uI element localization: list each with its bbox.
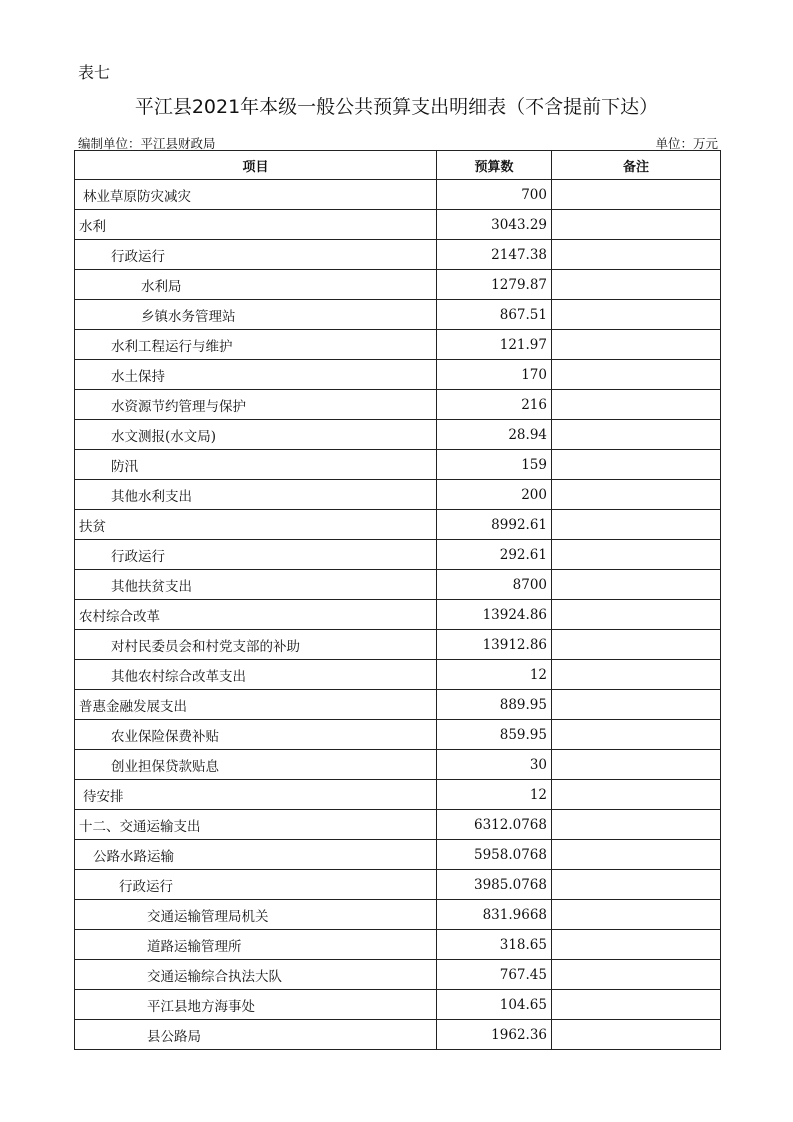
row-item: 平江县地方海事处: [75, 990, 437, 1020]
row-amount: 5958.0768: [437, 840, 552, 870]
row-note: [552, 540, 721, 570]
row-amount: 1962.36: [437, 1020, 552, 1050]
row-item: 道路运输管理所: [75, 930, 437, 960]
table-row: [75, 570, 721, 600]
row-item: 十二、交通运输支出: [75, 810, 437, 840]
row-amount: 831.9668: [437, 900, 552, 930]
row-item: 水资源节约管理与保护: [75, 390, 437, 420]
table-row: [75, 990, 721, 1020]
table-row: [75, 630, 721, 660]
row-note: [552, 930, 721, 960]
table-row: [75, 870, 721, 900]
table-row: [75, 960, 721, 990]
row-note: [552, 780, 721, 810]
row-note: [552, 660, 721, 690]
row-amount: 216: [437, 390, 552, 420]
column-header-note: 备注: [552, 151, 721, 180]
row-item: 县公路局: [75, 1020, 437, 1050]
row-note: [552, 600, 721, 630]
row-amount: 200: [437, 480, 552, 510]
table-row: [75, 780, 721, 810]
table-row: [75, 690, 721, 720]
row-note: [552, 360, 721, 390]
row-item: 其他水利支出: [75, 480, 437, 510]
row-amount: 8992.61: [437, 510, 552, 540]
row-amount: 2147.38: [437, 240, 552, 270]
row-amount: 30: [437, 750, 552, 780]
currency-unit: 单位：万元: [655, 136, 718, 151]
row-note: [552, 720, 721, 750]
row-item: 水利: [75, 210, 437, 240]
table-row: [75, 300, 721, 330]
row-item: 其他农村综合改革支出: [75, 660, 437, 690]
row-item: 普惠金融发展支出: [75, 690, 437, 720]
table-row: [75, 450, 721, 480]
table-row: [75, 420, 721, 450]
table-row: [75, 330, 721, 360]
row-note: [552, 300, 721, 330]
row-amount: 8700: [437, 570, 552, 600]
row-item: 乡镇水务管理站: [75, 300, 437, 330]
row-note: [552, 420, 721, 450]
table-row: [75, 480, 721, 510]
table-row: [75, 240, 721, 270]
table-row: [75, 840, 721, 870]
row-note: [552, 390, 721, 420]
row-item: 水利局: [75, 270, 437, 300]
row-note: [552, 450, 721, 480]
table-meta: [74, 134, 720, 150]
row-amount: 1279.87: [437, 270, 552, 300]
table-row: [75, 720, 721, 750]
row-item: 水土保持: [75, 360, 437, 390]
row-note: [552, 810, 721, 840]
row-note: [552, 210, 721, 240]
row-item: 创业担保贷款贴息: [75, 750, 437, 780]
row-item: 水文测报(水文局): [75, 420, 437, 450]
row-amount: 867.51: [437, 300, 552, 330]
budget-table: [74, 150, 721, 1050]
row-amount: 767.45: [437, 960, 552, 990]
table-number: 表七: [78, 63, 111, 82]
row-amount: 3985.0768: [437, 870, 552, 900]
row-amount: 170: [437, 360, 552, 390]
table-row: [75, 210, 721, 240]
row-note: [552, 750, 721, 780]
row-note: [552, 690, 721, 720]
row-note: [552, 1020, 721, 1050]
row-note: [552, 270, 721, 300]
row-amount: 104.65: [437, 990, 552, 1020]
row-item: 行政运行: [75, 240, 437, 270]
header-row: [75, 151, 721, 180]
table-row: [75, 1020, 721, 1050]
row-item: 行政运行: [75, 870, 437, 900]
row-note: [552, 900, 721, 930]
row-note: [552, 480, 721, 510]
row-item: 农业保险保费补贴: [75, 720, 437, 750]
row-item: 水利工程运行与维护: [75, 330, 437, 360]
row-note: [552, 990, 721, 1020]
row-amount: 12: [437, 780, 552, 810]
row-note: [552, 180, 721, 210]
row-amount: 159: [437, 450, 552, 480]
row-note: [552, 570, 721, 600]
row-item: 对村民委员会和村党支部的补助: [75, 630, 437, 660]
row-amount: 889.95: [437, 690, 552, 720]
row-amount: 700: [437, 180, 552, 210]
row-amount: 12: [437, 660, 552, 690]
row-amount: 121.97: [437, 330, 552, 360]
row-amount: 3043.29: [437, 210, 552, 240]
row-amount: 28.94: [437, 420, 552, 450]
page-title: 平江县2021年本级一般公共预算支出明细表（不含提前下达）: [134, 96, 659, 118]
table-row: [75, 180, 721, 210]
row-item: 行政运行: [75, 540, 437, 570]
row-note: [552, 960, 721, 990]
row-item: 交通运输管理局机关: [75, 900, 437, 930]
table-row: [75, 900, 721, 930]
row-amount: 6312.0768: [437, 810, 552, 840]
row-item: 其他扶贫支出: [75, 570, 437, 600]
table-row: [75, 750, 721, 780]
row-amount: 13924.86: [437, 600, 552, 630]
table-row: [75, 660, 721, 690]
table-row: [75, 930, 721, 960]
column-header-amount: 预算数: [437, 151, 552, 180]
row-note: [552, 240, 721, 270]
table-row: [75, 360, 721, 390]
row-item: 公路水路运输: [75, 840, 437, 870]
row-amount: 318.65: [437, 930, 552, 960]
row-note: [552, 630, 721, 660]
row-note: [552, 510, 721, 540]
row-note: [552, 840, 721, 870]
row-item: 林业草原防灾减灾: [75, 180, 437, 210]
row-item: 农村综合改革: [75, 600, 437, 630]
column-header-item: 项目: [75, 151, 437, 180]
table-row: [75, 270, 721, 300]
row-amount: 13912.86: [437, 630, 552, 660]
row-item: 待安排: [75, 780, 437, 810]
row-item: 交通运输综合执法大队: [75, 960, 437, 990]
table-row: [75, 510, 721, 540]
row-note: [552, 870, 721, 900]
table-row: [75, 540, 721, 570]
table-row: [75, 600, 721, 630]
row-item: 扶贫: [75, 510, 437, 540]
row-note: [552, 330, 721, 360]
row-item: 防汛: [75, 450, 437, 480]
row-amount: 292.61: [437, 540, 552, 570]
compiling-unit: 编制单位：平江县财政局: [78, 136, 216, 151]
table-row: [75, 390, 721, 420]
table-row: [75, 810, 721, 840]
row-amount: 859.95: [437, 720, 552, 750]
